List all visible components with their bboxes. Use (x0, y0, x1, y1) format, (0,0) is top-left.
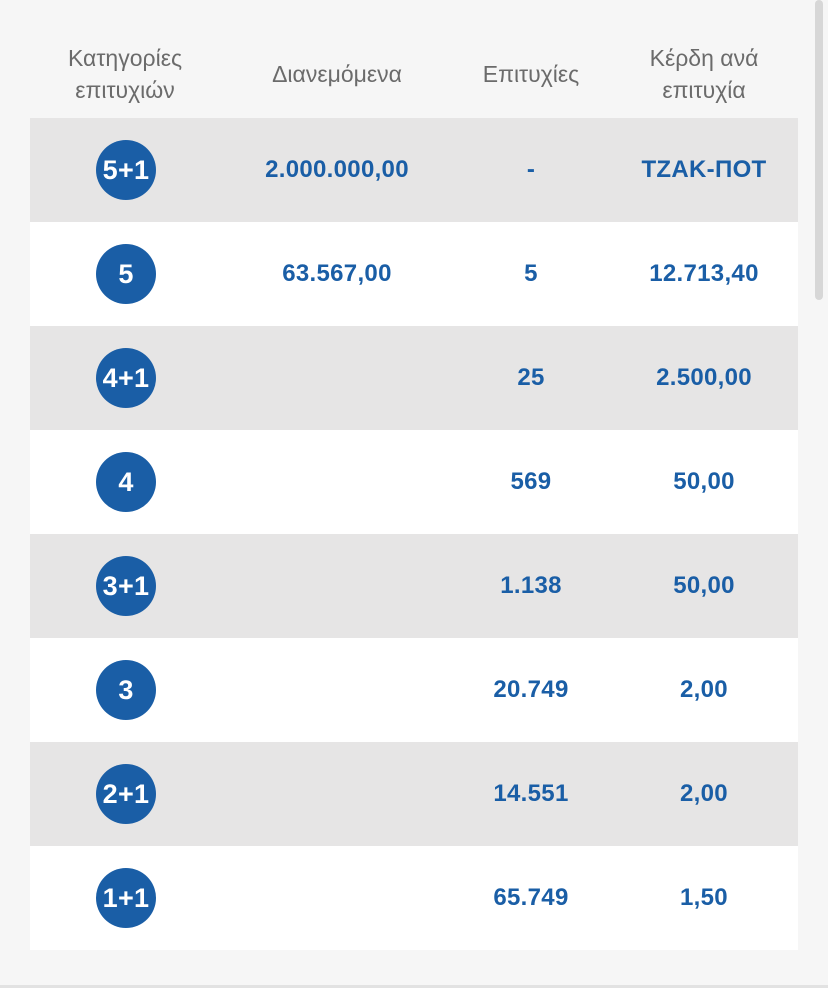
header-distributed: Διανεμόμενα (272, 61, 402, 87)
distributed-cell (230, 430, 444, 534)
category-badge: 3 (96, 660, 156, 720)
category-badge: 4+1 (96, 348, 156, 408)
distributed-cell (230, 326, 444, 430)
scrollbar[interactable] (815, 0, 823, 300)
table-row (30, 742, 798, 846)
winners-cell: 14.551 (493, 780, 569, 807)
distributed-cell (230, 742, 444, 846)
distributed-cell: 63.567,00 (282, 260, 392, 287)
category-badge: 4 (96, 452, 156, 512)
prize-cell: 2,00 (680, 780, 728, 807)
distributed-cell: 2.000.000,00 (265, 156, 409, 183)
table-row (30, 118, 798, 222)
winners-cell: 5 (524, 260, 538, 287)
header-category: Κατηγορίες επιτυχιών (67, 45, 183, 103)
category-badge: 3+1 (96, 556, 156, 616)
category-cell (96, 118, 156, 222)
category-cell (96, 222, 156, 326)
winners-cell: 569 (510, 468, 552, 495)
category-badge: 5+1 (96, 140, 156, 200)
prize-cell: 50,00 (673, 468, 735, 495)
category-cell (96, 430, 156, 534)
table-row (30, 326, 798, 430)
winners-cell: 25 (517, 364, 545, 391)
category-badge: 1+1 (96, 868, 156, 928)
category-cell (96, 638, 156, 742)
category-badge: 5 (96, 244, 156, 304)
table-row (30, 846, 798, 950)
winners-cell: 20.749 (493, 676, 569, 703)
prize-cell: 2.500,00 (656, 364, 752, 391)
prize-cell: 2,00 (680, 676, 728, 703)
header-prize-per-winner: Κέρδη ανά επιτυχία (649, 45, 759, 103)
category-badge: 2+1 (96, 764, 156, 824)
distributed-cell (230, 534, 444, 638)
distributed-cell (230, 846, 444, 950)
winners-cell: 65.749 (493, 884, 569, 911)
table-row (30, 638, 798, 742)
results-table (30, 118, 798, 950)
category-cell (96, 846, 156, 950)
prize-cell: 50,00 (673, 572, 735, 599)
prize-cell: 1,50 (680, 884, 728, 911)
category-cell (96, 326, 156, 430)
table-row (30, 534, 798, 638)
table-row (30, 430, 798, 534)
table-row (30, 222, 798, 326)
winners-cell: - (526, 156, 536, 183)
distributed-cell (230, 638, 444, 742)
table-header (30, 30, 798, 118)
category-cell (96, 742, 156, 846)
prize-cell: ΤΖΑΚ-ΠΟΤ (641, 156, 767, 183)
prize-cell: 12.713,40 (649, 260, 759, 287)
winners-cell: 1.138 (500, 572, 562, 599)
header-winners: Επιτυχίες (482, 61, 580, 87)
category-cell (96, 534, 156, 638)
